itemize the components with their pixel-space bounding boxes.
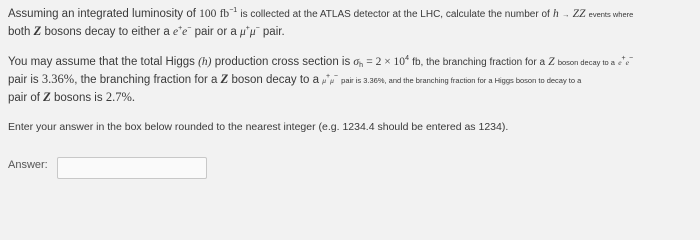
plus-sign: + bbox=[178, 25, 183, 32]
plus-sign-mu: + bbox=[245, 25, 250, 32]
sigma-sub: h bbox=[359, 62, 363, 69]
line2-mid2: pair or a bbox=[194, 26, 237, 38]
electron-symbol: e bbox=[172, 26, 179, 38]
branching-fraction-e: 3.36% bbox=[41, 72, 75, 86]
minus-sign: − bbox=[187, 25, 192, 32]
line1-suffix: events where bbox=[588, 10, 634, 19]
lumi-value: 100 bbox=[199, 8, 217, 20]
muon-symbol-4: μ bbox=[322, 76, 326, 85]
higgs-paren: (h) bbox=[198, 56, 212, 68]
question-line-1 bbox=[8, 7, 633, 22]
question-line-4 bbox=[8, 72, 581, 88]
line3-suffix: boson decay to a bbox=[557, 58, 615, 67]
line2-suffix: pair. bbox=[262, 26, 285, 38]
electron-symbol-3: e bbox=[618, 58, 622, 67]
electron-symbol-4: e bbox=[625, 58, 629, 67]
sigma-symbol: σ bbox=[353, 56, 360, 68]
decay-arrow: → bbox=[561, 10, 570, 19]
muon-symbol: μ bbox=[239, 26, 246, 38]
line4-suffix: pair is 3.36%, and the branching fraction for a Higgs boson to decay to a bbox=[341, 76, 582, 85]
answer-instruction: Enter your answer in the box below rounded to the nearest integer (e.g. 1234.4 should be entered as 1234). bbox=[8, 121, 509, 133]
minus-sign-4: − bbox=[333, 73, 338, 80]
question-line-3 bbox=[8, 55, 633, 70]
line2-prefix: both bbox=[8, 26, 31, 38]
lumi-unit: fb bbox=[219, 8, 230, 20]
z-symbol: Z bbox=[33, 24, 42, 38]
minus-sign-mu: − bbox=[255, 25, 260, 32]
answer-input[interactable] bbox=[57, 157, 207, 179]
cross-section-exp: 4 bbox=[405, 55, 409, 62]
muon-symbol-5: μ bbox=[330, 76, 334, 85]
zz-symbol: ZZ bbox=[572, 8, 586, 20]
question-line-2 bbox=[8, 24, 285, 39]
higgs-symbol: h bbox=[553, 8, 559, 20]
line4-mid2: boson decay to a bbox=[231, 74, 320, 86]
z-symbol-3: Z bbox=[548, 56, 555, 68]
z-symbol-5: Z bbox=[43, 90, 51, 104]
line1-mid: is collected at the ATLAS detector at the LHC, calculate the number of bbox=[240, 9, 550, 20]
line5-prefix: pair of bbox=[8, 92, 40, 104]
plus-sign-3: + bbox=[621, 55, 626, 62]
line4-prefix: pair is bbox=[8, 74, 39, 86]
line3-mid: production cross section is bbox=[214, 56, 351, 68]
line4-mid: , the branching fraction for a bbox=[74, 74, 218, 86]
muon-symbol-2: μ bbox=[249, 26, 256, 38]
branching-fraction-zz: 2.7%. bbox=[105, 90, 135, 104]
minus-sign-3: − bbox=[628, 55, 634, 62]
electron-symbol-2: e bbox=[182, 26, 188, 38]
line3-unit: fb, the branching fraction for a bbox=[412, 57, 546, 68]
z-symbol-4: Z bbox=[220, 72, 229, 86]
cross-section-eq: = 2 × 10 bbox=[366, 56, 406, 68]
lumi-exp: −1 bbox=[229, 7, 238, 14]
line1-prefix: Assuming an integrated luminosity of bbox=[8, 8, 196, 20]
line5-mid: bosons is bbox=[54, 92, 103, 104]
question-line-5 bbox=[8, 90, 135, 105]
line3-prefix: You may assume that the total Higgs bbox=[8, 56, 195, 68]
line2-mid: bosons decay to either a bbox=[44, 26, 170, 38]
plus-sign-4: + bbox=[326, 73, 331, 80]
answer-label: Answer: bbox=[8, 159, 48, 171]
